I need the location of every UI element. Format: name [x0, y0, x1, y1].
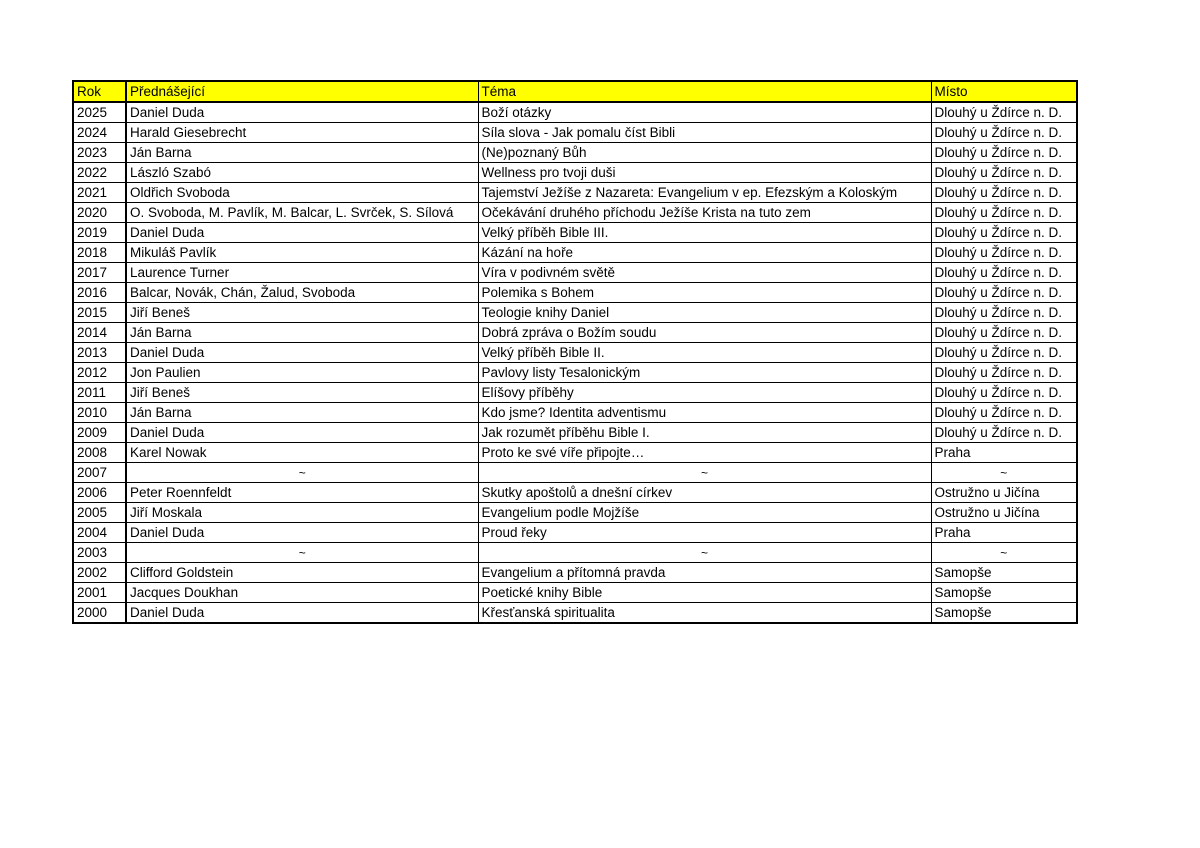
cell-tema: Teologie knihy Daniel [478, 303, 931, 323]
cell-misto: Samopše [931, 583, 1077, 603]
cell-misto: Dlouhý u Ždírce n. D. [931, 183, 1077, 203]
cell-rok: 2012 [73, 363, 126, 383]
cell-prednasejici: ~ [126, 543, 478, 563]
cell-tema: Wellness pro tvoji duši [478, 163, 931, 183]
table-row [73, 563, 1077, 583]
table-row [73, 102, 1077, 123]
cell-prednasejici: Jiří Moskala [126, 503, 478, 523]
cell-misto: Dlouhý u Ždírce n. D. [931, 203, 1077, 223]
table-row [73, 163, 1077, 183]
table-row [73, 243, 1077, 263]
cell-misto: Dlouhý u Ždírce n. D. [931, 263, 1077, 283]
table-body [73, 102, 1077, 623]
table-row [73, 463, 1077, 483]
cell-tema: Poetické knihy Bible [478, 583, 931, 603]
cell-tema: ~ [478, 463, 931, 483]
cell-misto: Ostružno u Jičína [931, 483, 1077, 503]
table-row [73, 323, 1077, 343]
cell-rok: 2025 [73, 102, 126, 123]
cell-prednasejici: Peter Roennfeldt [126, 483, 478, 503]
cell-rok: 2000 [73, 603, 126, 624]
table-row [73, 203, 1077, 223]
cell-rok: 2013 [73, 343, 126, 363]
cell-tema: Očekávání druhého příchodu Ježíše Krista na tuto zem [478, 203, 931, 223]
cell-tema: Polemika s Bohem [478, 283, 931, 303]
cell-prednasejici: Daniel Duda [126, 523, 478, 543]
cell-rok: 2006 [73, 483, 126, 503]
cell-rok: 2016 [73, 283, 126, 303]
cell-tema: Elíšovy příběhy [478, 383, 931, 403]
cell-misto: Dlouhý u Ždírce n. D. [931, 343, 1077, 363]
table-row [73, 443, 1077, 463]
cell-tema: Tajemství Ježíše z Nazareta: Evangelium v ep. Efezským a Koloským [478, 183, 931, 203]
header-row [73, 81, 1077, 102]
cell-prednasejici: ~ [126, 463, 478, 483]
cell-prednasejici: Clifford Goldstein [126, 563, 478, 583]
lecture-table-sheet [72, 80, 1076, 624]
table-row [73, 143, 1077, 163]
cell-prednasejici: O. Svoboda, M. Pavlík, M. Balcar, L. Svrček, S. Sílová [126, 203, 478, 223]
cell-misto: Dlouhý u Ždírce n. D. [931, 223, 1077, 243]
cell-rok: 2020 [73, 203, 126, 223]
table-row [73, 283, 1077, 303]
cell-misto: Samopše [931, 603, 1077, 624]
table-row [73, 363, 1077, 383]
cell-rok: 2004 [73, 523, 126, 543]
cell-tema: Kázání na hoře [478, 243, 931, 263]
cell-prednasejici: Jacques Doukhan [126, 583, 478, 603]
table-row [73, 343, 1077, 363]
table-row [73, 383, 1077, 403]
cell-misto: Dlouhý u Ždírce n. D. [931, 283, 1077, 303]
cell-rok: 2018 [73, 243, 126, 263]
cell-rok: 2015 [73, 303, 126, 323]
cell-prednasejici: Daniel Duda [126, 102, 478, 123]
cell-tema: Evangelium podle Mojžíše [478, 503, 931, 523]
cell-misto: ~ [931, 463, 1077, 483]
header-prednasejici: Přednášející [126, 81, 478, 102]
cell-prednasejici: Balcar, Novák, Chán, Žalud, Svoboda [126, 283, 478, 303]
cell-prednasejici: Daniel Duda [126, 343, 478, 363]
cell-prednasejici: Karel Nowak [126, 443, 478, 463]
cell-prednasejici: Ján Barna [126, 143, 478, 163]
table-row [73, 423, 1077, 443]
cell-tema: Dobrá zpráva o Božím soudu [478, 323, 931, 343]
cell-rok: 2009 [73, 423, 126, 443]
cell-rok: 2014 [73, 323, 126, 343]
table-row [73, 543, 1077, 563]
cell-tema: Kdo jsme? Identita adventismu [478, 403, 931, 423]
header-misto: Místo [931, 81, 1077, 102]
lecture-table [72, 80, 1078, 624]
cell-rok: 2005 [73, 503, 126, 523]
cell-misto: Ostružno u Jičína [931, 503, 1077, 523]
cell-tema: Pavlovy listy Tesalonickým [478, 363, 931, 383]
cell-rok: 2022 [73, 163, 126, 183]
cell-prednasejici: Laurence Turner [126, 263, 478, 283]
table-row [73, 583, 1077, 603]
cell-prednasejici: Jiří Beneš [126, 383, 478, 403]
cell-tema: Velký příběh Bible III. [478, 223, 931, 243]
cell-tema: Víra v podivném světě [478, 263, 931, 283]
cell-tema: Evangelium a přítomná pravda [478, 563, 931, 583]
cell-misto: Praha [931, 523, 1077, 543]
header-rok: Rok [73, 81, 126, 102]
cell-tema: Velký příběh Bible II. [478, 343, 931, 363]
cell-misto: Praha [931, 443, 1077, 463]
table-row [73, 483, 1077, 503]
cell-prednasejici: László Szabó [126, 163, 478, 183]
cell-tema: Křesťanská spiritualita [478, 603, 931, 624]
cell-misto: Dlouhý u Ždírce n. D. [931, 363, 1077, 383]
cell-tema: ~ [478, 543, 931, 563]
cell-misto: Dlouhý u Ždírce n. D. [931, 403, 1077, 423]
cell-misto: Dlouhý u Ždírce n. D. [931, 143, 1077, 163]
cell-tema: (Ne)poznaný Bůh [478, 143, 931, 163]
cell-rok: 2019 [73, 223, 126, 243]
cell-prednasejici: Mikuláš Pavlík [126, 243, 478, 263]
cell-prednasejici: Daniel Duda [126, 603, 478, 624]
table-row [73, 403, 1077, 423]
cell-rok: 2011 [73, 383, 126, 403]
cell-rok: 2017 [73, 263, 126, 283]
cell-misto: Dlouhý u Ždírce n. D. [931, 323, 1077, 343]
table-row [73, 503, 1077, 523]
cell-prednasejici: Ján Barna [126, 323, 478, 343]
cell-prednasejici: Ján Barna [126, 403, 478, 423]
table-row [73, 603, 1077, 624]
cell-rok: 2008 [73, 443, 126, 463]
cell-prednasejici: Jiří Beneš [126, 303, 478, 323]
table-row [73, 523, 1077, 543]
cell-tema: Proto ke své víře připojte… [478, 443, 931, 463]
table-row [73, 303, 1077, 323]
cell-misto: Dlouhý u Ždírce n. D. [931, 423, 1077, 443]
cell-prednasejici: Harald Giesebrecht [126, 123, 478, 143]
table-row [73, 123, 1077, 143]
cell-tema: Skutky apoštolů a dnešní církev [478, 483, 931, 503]
header-tema: Téma [478, 81, 931, 102]
cell-misto: Dlouhý u Ždírce n. D. [931, 303, 1077, 323]
table-row [73, 183, 1077, 203]
cell-rok: 2024 [73, 123, 126, 143]
cell-prednasejici: Oldřich Svoboda [126, 183, 478, 203]
cell-prednasejici: Daniel Duda [126, 223, 478, 243]
cell-misto: Dlouhý u Ždírce n. D. [931, 163, 1077, 183]
cell-tema: Proud řeky [478, 523, 931, 543]
cell-prednasejici: Daniel Duda [126, 423, 478, 443]
cell-rok: 2021 [73, 183, 126, 203]
cell-rok: 2023 [73, 143, 126, 163]
cell-rok: 2001 [73, 583, 126, 603]
cell-misto: ~ [931, 543, 1077, 563]
table-header [73, 81, 1077, 102]
cell-misto: Dlouhý u Ždírce n. D. [931, 123, 1077, 143]
cell-rok: 2010 [73, 403, 126, 423]
table-row [73, 263, 1077, 283]
cell-tema: Boží otázky [478, 102, 931, 123]
cell-tema: Síla slova - Jak pomalu číst Bibli [478, 123, 931, 143]
cell-tema: Jak rozumět příběhu Bible I. [478, 423, 931, 443]
cell-rok: 2007 [73, 463, 126, 483]
cell-misto: Dlouhý u Ždírce n. D. [931, 383, 1077, 403]
cell-rok: 2003 [73, 543, 126, 563]
cell-misto: Samopše [931, 563, 1077, 583]
cell-misto: Dlouhý u Ždírce n. D. [931, 243, 1077, 263]
cell-rok: 2002 [73, 563, 126, 583]
cell-misto: Dlouhý u Ždírce n. D. [931, 102, 1077, 123]
cell-prednasejici: Jon Paulien [126, 363, 478, 383]
table-row [73, 223, 1077, 243]
